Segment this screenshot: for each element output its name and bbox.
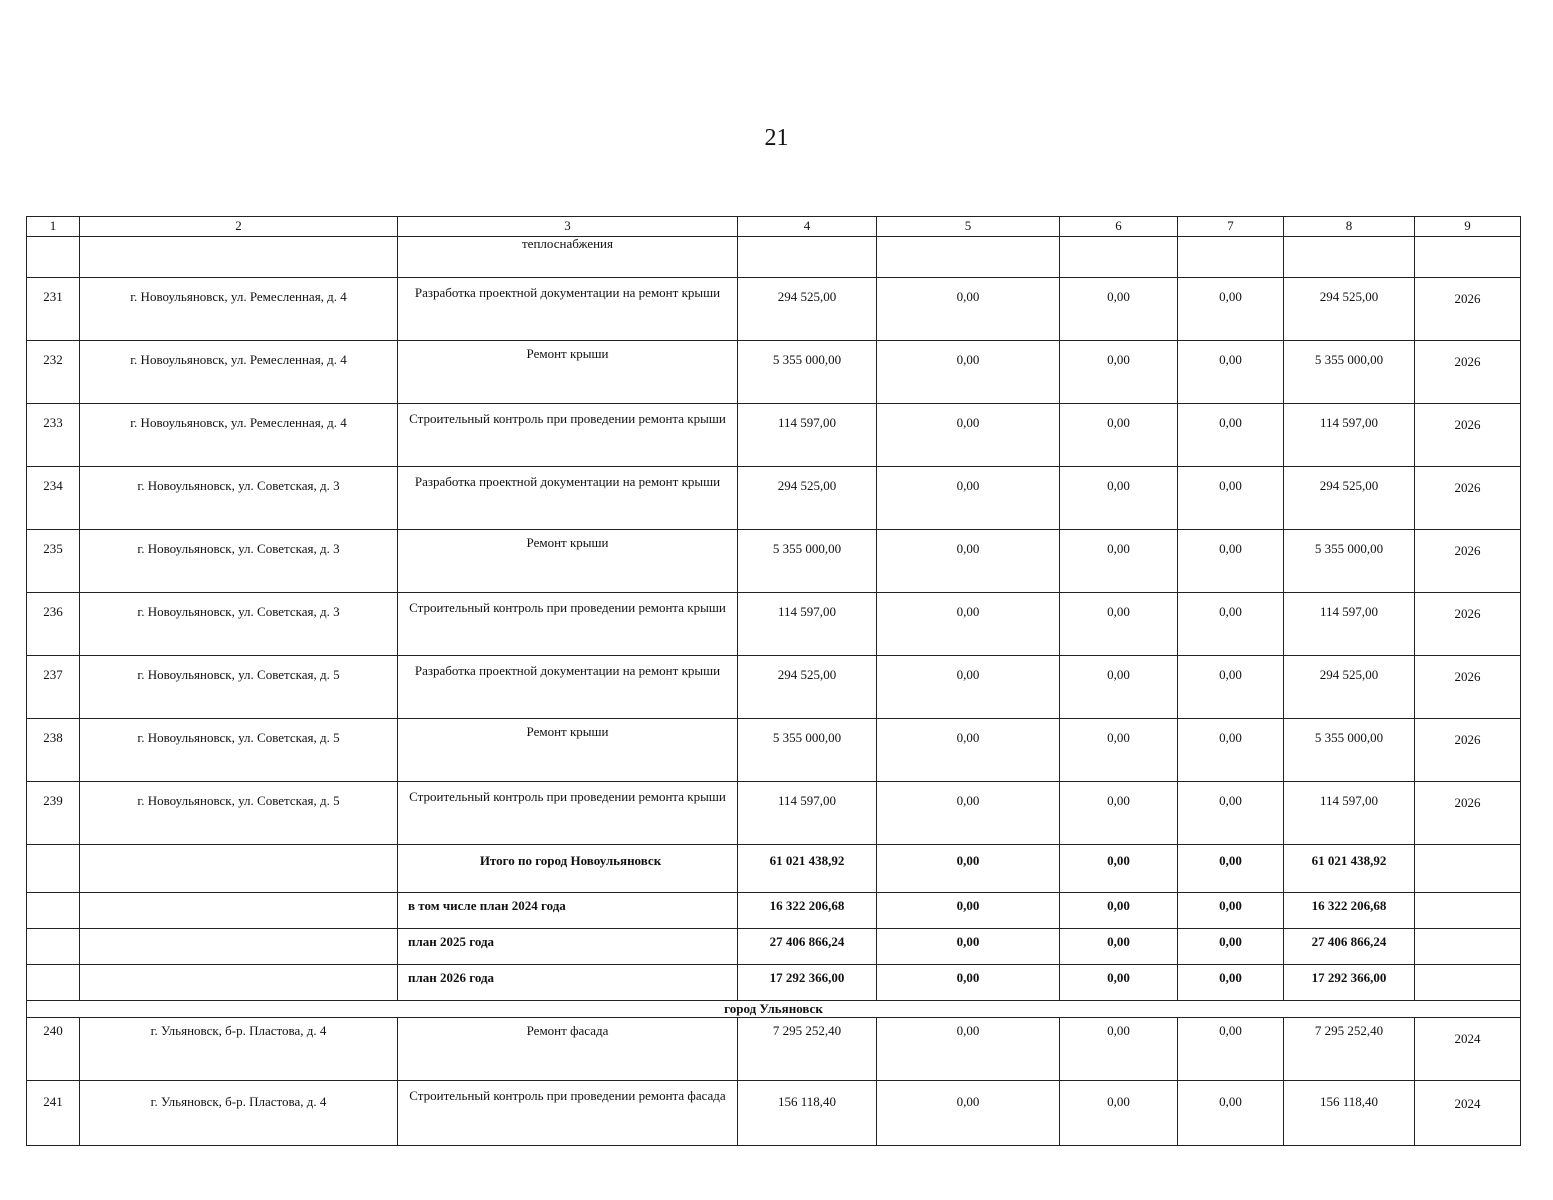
- column-number: 5: [877, 217, 1060, 237]
- col7-amount-cell: 0,00: [1178, 530, 1284, 593]
- total-amount-cell: 0,00: [1060, 845, 1178, 893]
- work-type-cell: Строительный контроль при проведении ремонта крыши: [398, 593, 738, 656]
- col5-amount-cell: 0,00: [877, 467, 1060, 530]
- total-cost-cell: 114 597,00: [738, 782, 877, 845]
- column-number: 3: [398, 217, 738, 237]
- year-cell: 2026: [1415, 530, 1521, 593]
- plan-amount-cell: 0,00: [877, 929, 1060, 965]
- col8-amount-cell: 114 597,00: [1284, 593, 1415, 656]
- col7-amount-cell: 0,00: [1178, 1018, 1284, 1081]
- total-amount-cell: 0,00: [877, 845, 1060, 893]
- row-number: 238: [27, 719, 80, 782]
- col6-amount-cell: 0,00: [1060, 782, 1178, 845]
- col7-amount-cell: 0,00: [1178, 341, 1284, 404]
- total-cost-cell: 5 355 000,00: [738, 719, 877, 782]
- table-row: [27, 782, 1521, 845]
- col6-amount-cell: 0,00: [1060, 404, 1178, 467]
- work-type-cell: Разработка проектной документации на ремонт крыши: [398, 278, 738, 341]
- year-cell: 2026: [1415, 656, 1521, 719]
- plan-amount-cell: 16 322 206,68: [738, 893, 877, 929]
- col6-amount-cell: 0,00: [1060, 719, 1178, 782]
- table-row: [27, 404, 1521, 467]
- plan-amount-cell: 27 406 866,24: [738, 929, 877, 965]
- col5-amount-cell: 0,00: [877, 719, 1060, 782]
- address-cell: г. Ульяновск, б-р. Пластова, д. 4: [80, 1081, 398, 1146]
- col5-amount-cell: 0,00: [877, 782, 1060, 845]
- capital-repair-plan-table: [26, 216, 1521, 1146]
- col8-amount-cell: 5 355 000,00: [1284, 341, 1415, 404]
- col6-amount-cell: 0,00: [1060, 530, 1178, 593]
- section-title: город Ульяновск: [27, 1001, 1521, 1018]
- row-number: 236: [27, 593, 80, 656]
- column-number: 2: [80, 217, 398, 237]
- section-title-row: [27, 1001, 1521, 1018]
- plan-amount-cell: 0,00: [1178, 965, 1284, 1001]
- table-row: [27, 341, 1521, 404]
- col7-amount-cell: 0,00: [1178, 278, 1284, 341]
- total-cost-cell: 5 355 000,00: [738, 341, 877, 404]
- year-cell: 2024: [1415, 1018, 1521, 1081]
- plan-amount-cell: 0,00: [1178, 893, 1284, 929]
- plan-amount-cell: 0,00: [877, 965, 1060, 1001]
- col8-amount-cell: 294 525,00: [1284, 278, 1415, 341]
- total-row: [27, 845, 1521, 893]
- col6-amount-cell: 0,00: [1060, 593, 1178, 656]
- address-cell: г. Новоульяновск, ул. Советская, д. 3: [80, 593, 398, 656]
- continuation-row: [27, 237, 1521, 278]
- total-label: Итого по город Новоульяновск: [398, 845, 738, 893]
- plan-amount-cell: 0,00: [877, 893, 1060, 929]
- total-cost-cell: 114 597,00: [738, 404, 877, 467]
- total-cost-cell: 7 295 252,40: [738, 1018, 877, 1081]
- table-row: [27, 1018, 1521, 1081]
- col8-amount-cell: 5 355 000,00: [1284, 530, 1415, 593]
- work-type-cell: Ремонт крыши: [398, 530, 738, 593]
- col7-amount-cell: 0,00: [1178, 782, 1284, 845]
- work-type-cell: Разработка проектной документации на ремонт крыши: [398, 656, 738, 719]
- row-number: 241: [27, 1081, 80, 1146]
- address-cell: г. Новоульяновск, ул. Ремесленная, д. 4: [80, 278, 398, 341]
- row-number: 239: [27, 782, 80, 845]
- column-number-row: [27, 217, 1521, 237]
- total-amount-cell: 0,00: [1178, 845, 1284, 893]
- plan-label: в том числе план 2024 года: [398, 893, 738, 929]
- col8-amount-cell: 114 597,00: [1284, 782, 1415, 845]
- year-cell: 2026: [1415, 719, 1521, 782]
- plan-amount-cell: 17 292 366,00: [1284, 965, 1415, 1001]
- col5-amount-cell: 0,00: [877, 1018, 1060, 1081]
- work-type-cell: Разработка проектной документации на ремонт крыши: [398, 467, 738, 530]
- work-type-cell: Ремонт фасада: [398, 1018, 738, 1081]
- total-cost-cell: 5 355 000,00: [738, 530, 877, 593]
- total-cost-cell: 156 118,40: [738, 1081, 877, 1146]
- column-number: 1: [27, 217, 80, 237]
- address-cell: г. Новоульяновск, ул. Советская, д. 5: [80, 719, 398, 782]
- table-row: [27, 1081, 1521, 1146]
- row-number: 240: [27, 1018, 80, 1081]
- total-cost-cell: 294 525,00: [738, 278, 877, 341]
- row-number: 234: [27, 467, 80, 530]
- col6-amount-cell: 0,00: [1060, 341, 1178, 404]
- address-cell: г. Новоульяновск, ул. Советская, д. 5: [80, 782, 398, 845]
- column-number: 6: [1060, 217, 1178, 237]
- plan-amount-cell: 0,00: [1060, 893, 1178, 929]
- total-amount-cell: 61 021 438,92: [738, 845, 877, 893]
- col8-amount-cell: 7 295 252,40: [1284, 1018, 1415, 1081]
- plan-amount-cell: 0,00: [1060, 929, 1178, 965]
- work-type-cell: Строительный контроль при проведении ремонта крыши: [398, 782, 738, 845]
- column-number: 8: [1284, 217, 1415, 237]
- col5-amount-cell: 0,00: [877, 593, 1060, 656]
- column-number: 4: [738, 217, 877, 237]
- work-type-cell: Ремонт крыши: [398, 341, 738, 404]
- col5-amount-cell: 0,00: [877, 278, 1060, 341]
- col8-amount-cell: 156 118,40: [1284, 1081, 1415, 1146]
- col5-amount-cell: 0,00: [877, 404, 1060, 467]
- col7-amount-cell: 0,00: [1178, 656, 1284, 719]
- col5-amount-cell: 0,00: [877, 656, 1060, 719]
- col7-amount-cell: 0,00: [1178, 404, 1284, 467]
- col6-amount-cell: 0,00: [1060, 656, 1178, 719]
- col8-amount-cell: 5 355 000,00: [1284, 719, 1415, 782]
- table-row: [27, 719, 1521, 782]
- address-cell: г. Новоульяновск, ул. Ремесленная, д. 4: [80, 341, 398, 404]
- address-cell: г. Новоульяновск, ул. Советская, д. 3: [80, 467, 398, 530]
- total-cost-cell: 294 525,00: [738, 656, 877, 719]
- year-cell: 2026: [1415, 593, 1521, 656]
- work-type-cell: Строительный контроль при проведении ремонта фасада: [398, 1081, 738, 1146]
- column-number: 7: [1178, 217, 1284, 237]
- address-cell: г. Ульяновск, б-р. Пластова, д. 4: [80, 1018, 398, 1081]
- plan-amount-cell: 0,00: [1060, 965, 1178, 1001]
- plan-amount-cell: 17 292 366,00: [738, 965, 877, 1001]
- col7-amount-cell: 0,00: [1178, 593, 1284, 656]
- address-cell: г. Новоульяновск, ул. Ремесленная, д. 4: [80, 404, 398, 467]
- col6-amount-cell: 0,00: [1060, 1081, 1178, 1146]
- year-cell: 2026: [1415, 467, 1521, 530]
- total-cost-cell: 114 597,00: [738, 593, 877, 656]
- year-cell: 2026: [1415, 341, 1521, 404]
- col6-amount-cell: 0,00: [1060, 467, 1178, 530]
- plan-amount-cell: 0,00: [1178, 929, 1284, 965]
- column-number: 9: [1415, 217, 1521, 237]
- col8-amount-cell: 114 597,00: [1284, 404, 1415, 467]
- row-number: 231: [27, 278, 80, 341]
- row-number: 233: [27, 404, 80, 467]
- col7-amount-cell: 0,00: [1178, 719, 1284, 782]
- work-type-cell: Строительный контроль при проведении ремонта крыши: [398, 404, 738, 467]
- year-cell: 2024: [1415, 1081, 1521, 1146]
- address-cell: г. Новоульяновск, ул. Советская, д. 3: [80, 530, 398, 593]
- table-row: [27, 593, 1521, 656]
- row-number: 237: [27, 656, 80, 719]
- col5-amount-cell: 0,00: [877, 1081, 1060, 1146]
- col7-amount-cell: 0,00: [1178, 1081, 1284, 1146]
- plan-label: план 2025 года: [398, 929, 738, 965]
- plan-amount-cell: 16 322 206,68: [1284, 893, 1415, 929]
- col8-amount-cell: 294 525,00: [1284, 467, 1415, 530]
- total-amount-cell: 61 021 438,92: [1284, 845, 1415, 893]
- year-cell: 2026: [1415, 278, 1521, 341]
- plan-label: план 2026 года: [398, 965, 738, 1001]
- col7-amount-cell: 0,00: [1178, 467, 1284, 530]
- work-type-cell: Ремонт крыши: [398, 719, 738, 782]
- table-row: [27, 278, 1521, 341]
- page-number: 21: [764, 125, 789, 151]
- col5-amount-cell: 0,00: [877, 530, 1060, 593]
- row-number: 232: [27, 341, 80, 404]
- continuation-text: теплоснабжения: [398, 237, 738, 278]
- col5-amount-cell: 0,00: [877, 341, 1060, 404]
- table-row: [27, 467, 1521, 530]
- plan-row: [27, 965, 1521, 1001]
- row-number: 235: [27, 530, 80, 593]
- address-cell: г. Новоульяновск, ул. Советская, д. 5: [80, 656, 398, 719]
- col6-amount-cell: 0,00: [1060, 278, 1178, 341]
- total-cost-cell: 294 525,00: [738, 467, 877, 530]
- year-cell: 2026: [1415, 404, 1521, 467]
- plan-amount-cell: 27 406 866,24: [1284, 929, 1415, 965]
- plan-row: [27, 929, 1521, 965]
- col8-amount-cell: 294 525,00: [1284, 656, 1415, 719]
- plan-row: [27, 893, 1521, 929]
- table-row: [27, 530, 1521, 593]
- table-row: [27, 656, 1521, 719]
- year-cell: 2026: [1415, 782, 1521, 845]
- col6-amount-cell: 0,00: [1060, 1018, 1178, 1081]
